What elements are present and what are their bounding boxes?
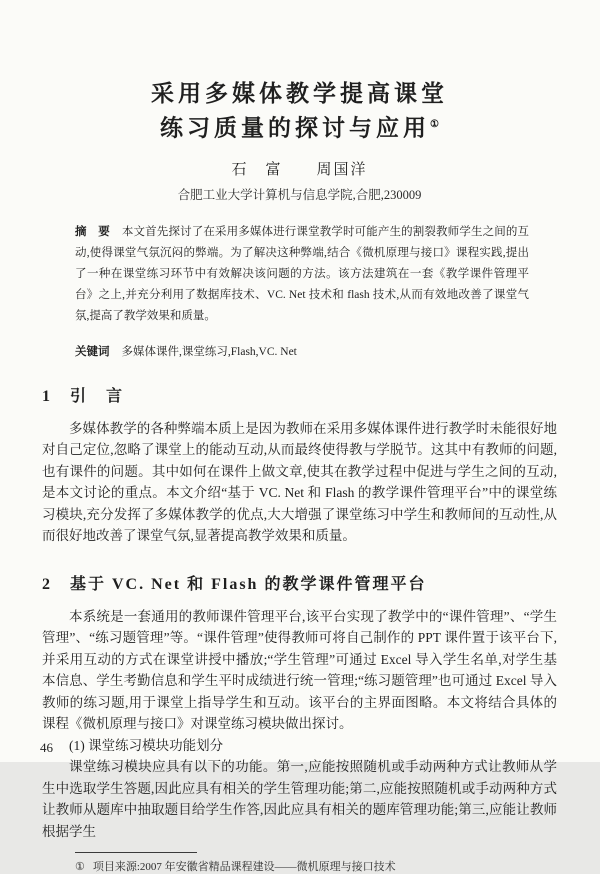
section-1-heading	[42, 383, 557, 406]
keywords	[75, 343, 529, 359]
footnote-text: 项目来源:2007 年安徽省精品课程建设——微机原理与接口技术	[92, 861, 396, 874]
section-1-paragraph: 多媒体教学的各种弊端本质上是因为教师在采用多媒体课件进行教学时未能很好地对自己定位,忽略了课堂上的能动互动,从而最终使得教与学脱节。这其中有教师的问题,也有课件的问题。其中如何在课件上做文章,使其在教学过程中促进与学生之间的互动,是本文讨论的重点。本文介绍“基于 VC. Net 和 Flash 的教学课件管理平台”中的课堂练习模块,充分发挥了多媒体教学的优点,大大增强了课堂练习中学生和教师间的互动性,从而很好地改善了课堂气氛,显著提高教学效果和质量。	[42, 420, 557, 544]
section-2-list-item: (1) 课堂练习模块功能划分	[69, 737, 224, 753]
footnote	[75, 858, 557, 874]
footnote-divider	[75, 852, 197, 853]
abstract-label: 摘 要	[75, 225, 110, 238]
abstract	[75, 222, 529, 327]
section-2-title: 基于 VC. Net 和 Flash 的教学课件管理平台	[70, 575, 427, 593]
footnote-marker: ①	[75, 861, 85, 874]
paper-title-line-1: 采用多媒体教学提高课堂	[151, 81, 448, 106]
section-1-number: 1	[42, 387, 50, 405]
section-2-paragraph-1: 本系统是一套通用的教师课件管理平台,该平台实现了教学中的“课件管理”、“学生管理”、“练习题管理”等。“课件管理”使得教师可将自己制作的 PPT 课件置于该平台下,并采用互动的方式在课堂讲授中播放;“学生管理”可通过 Excel 导入学生名单,对学生基本信息、学生考勤信息和学生平时成绩进行统一管理;“练习题管理”也可通过 Excel 导入教师的练习题,用于课堂上指导学生和互动。该平台的主界面图略。本文将结合具体的课程《微机原理与接口》对课堂练习模块做出探讨。	[42, 608, 557, 732]
authors: 石 富 周国洋	[231, 161, 368, 178]
keywords-label: 关键词	[75, 345, 110, 358]
abstract-text: 本文首先探讨了在采用多媒体进行课堂教学时可能产生的割裂教师学生之间的互动,使得课堂气氛沉闷的弊端。为了解决这种弊端,结合《微机原理与接口》课程实践,提出了一种在课堂练习环节中有效解决该问题的方法。该方法建筑在一套《教学课件管理平台》之上,并充分利用了数据库技术、VC. Net 技术和 flash 技术,从而有效地改善了课堂气氛,提高了教学效果和质量。	[75, 225, 529, 322]
paper-title-line-2: 练习质量的探讨与应用	[160, 115, 431, 141]
section-2-number: 2	[42, 575, 50, 593]
affiliation: 合肥工业大学计算机与信息学院,合肥,230009	[177, 187, 422, 202]
section-2-heading	[42, 571, 557, 594]
section-2-paragraph-2: 课堂练习模块应具有以下的功能。第一,应能按照随机或手动两种方式让教师从学生中选取学生答题,因此应具有相关的学生管理功能;第二,应能按照随机或手动两种方式让教师从题库中抽取题目给学生作答,因此应具有相关的题库管理功能;第三,应能让教师根据学生	[42, 759, 557, 839]
title-footnote-marker: ①	[430, 119, 439, 130]
page-number: 46	[40, 740, 53, 755]
keywords-text: 多媒体课件,课堂练习,Flash,VC. Net	[121, 345, 297, 358]
section-1-title: 引 言	[70, 387, 125, 405]
paper-title	[42, 78, 557, 144]
